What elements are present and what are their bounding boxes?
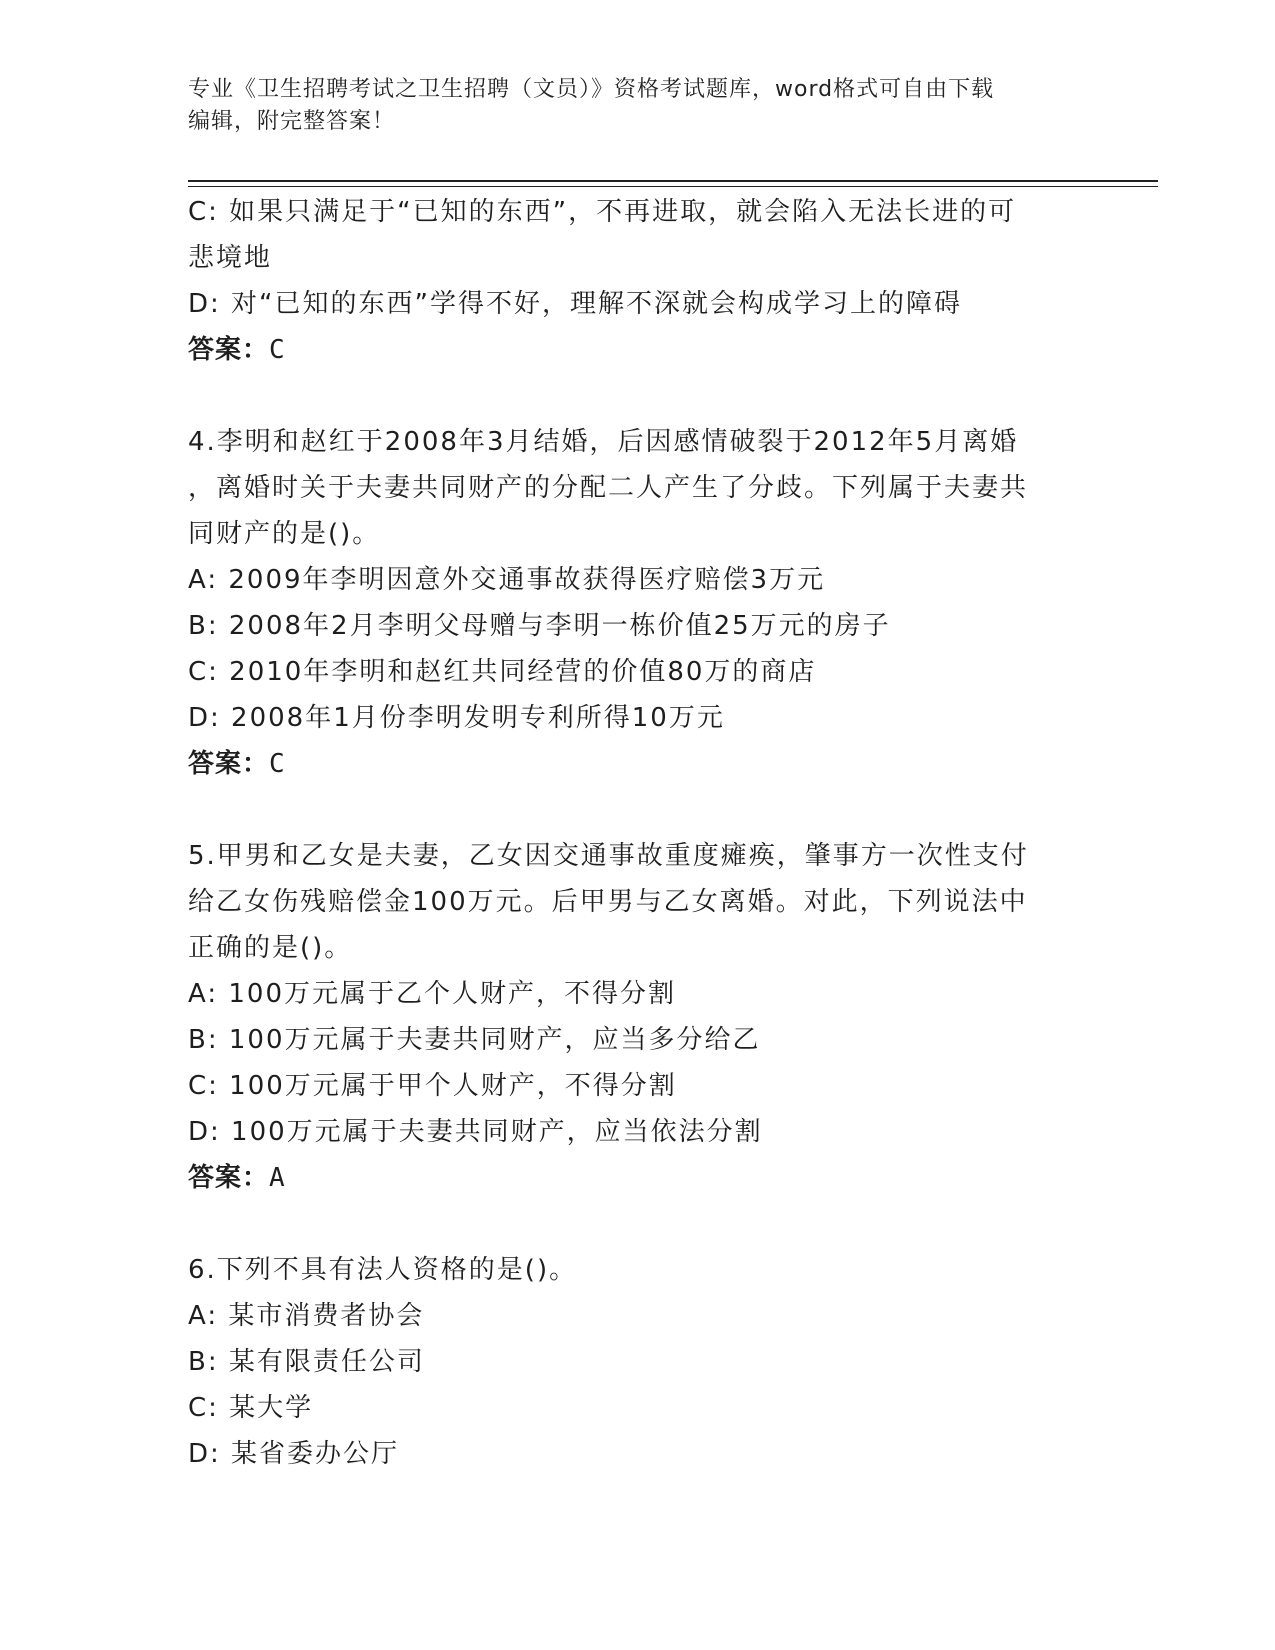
q4-option-c: C: 2010年李明和赵红共同经营的价值80万的商店 xyxy=(188,657,817,687)
q5-answer-value: A xyxy=(269,1163,286,1193)
q6-option-a: A: 某市消费者协会 xyxy=(188,1301,425,1331)
q6-stem-line-1: 6.下列不具有法人资格的是()。 xyxy=(188,1255,578,1285)
header-line-2: 编辑，附完整答案！ xyxy=(188,109,396,134)
spacer xyxy=(188,1201,1088,1247)
q5-answer xyxy=(188,1155,1088,1201)
document-header xyxy=(188,74,1068,138)
q5-option-d: D: 100万元属于夫妻共同财产，应当依法分割 xyxy=(188,1117,763,1147)
question-list xyxy=(188,189,1088,1477)
q6-option-b: B: 某有限责任公司 xyxy=(188,1347,425,1377)
q4-answer-label: 答案： xyxy=(188,749,270,779)
q4-stem-line-1: 4.李明和赵红于2008年3月结婚，后因感情破裂于2012年5月离婚 xyxy=(188,427,1019,457)
q3-option-d: D: 对“已知的东西”学得不好，理解不深就会构成学习上的障碍 xyxy=(188,289,962,319)
q6-option-d: D: 某省委办公厅 xyxy=(188,1439,400,1469)
q4-option-d: D: 2008年1月份李明发明专利所得10万元 xyxy=(188,703,725,733)
q5-option-b: B: 100万元属于夫妻共同财产，应当多分给乙 xyxy=(188,1025,761,1055)
q3-option-c-line-2: 悲境地 xyxy=(188,243,273,273)
q5-answer-label: 答案： xyxy=(188,1163,270,1193)
q4-option-a: A: 2009年李明因意外交通事故获得医疗赔偿3万元 xyxy=(188,565,826,595)
q4-stem-line-3: 同财产的是()。 xyxy=(188,519,381,549)
q3-answer-label: 答案： xyxy=(188,335,270,365)
q6-option-c: C: 某大学 xyxy=(188,1393,314,1423)
q5-stem-line-2: 给乙女伤残赔偿金100万元。后甲男与乙女离婚。对此，下列说法中 xyxy=(188,887,1028,917)
q5-option-c: C: 100万元属于甲个人财产，不得分割 xyxy=(188,1071,677,1101)
question-4 xyxy=(188,419,1088,787)
question-5 xyxy=(188,833,1088,1201)
spacer xyxy=(188,787,1088,833)
q3-answer-value: C xyxy=(269,335,286,365)
header-line-1: 专业《卫生招聘考试之卫生招聘（文员）》资格考试题库，word格式可自由下载 xyxy=(188,77,995,102)
q4-option-b: B: 2008年2月李明父母赠与李明一栋价值25万元的房子 xyxy=(188,611,891,641)
q4-answer xyxy=(188,741,1088,787)
question-6 xyxy=(188,1247,1088,1477)
question-3-tail xyxy=(188,189,1088,373)
q5-stem-line-1: 5.甲男和乙女是夫妻，乙女因交通事故重度瘫痪，肇事方一次性支付 xyxy=(188,841,1029,871)
header-divider-thick xyxy=(188,180,1158,182)
q5-option-a: A: 100万元属于乙个人财产，不得分割 xyxy=(188,979,676,1009)
q3-answer xyxy=(188,327,1088,373)
header-divider-thin xyxy=(188,186,1158,187)
q4-answer-value: C xyxy=(269,749,286,779)
q4-stem-line-2: ，离婚时关于夫妻共同财产的分配二人产生了分歧。下列属于夫妻共 xyxy=(188,473,1029,503)
q5-stem-line-3: 正确的是()。 xyxy=(188,933,353,963)
spacer xyxy=(188,373,1088,419)
q3-option-c-line-1: C: 如果只满足于“已知的东西”，不再进取，就会陷入无法长进的可 xyxy=(188,197,1017,227)
